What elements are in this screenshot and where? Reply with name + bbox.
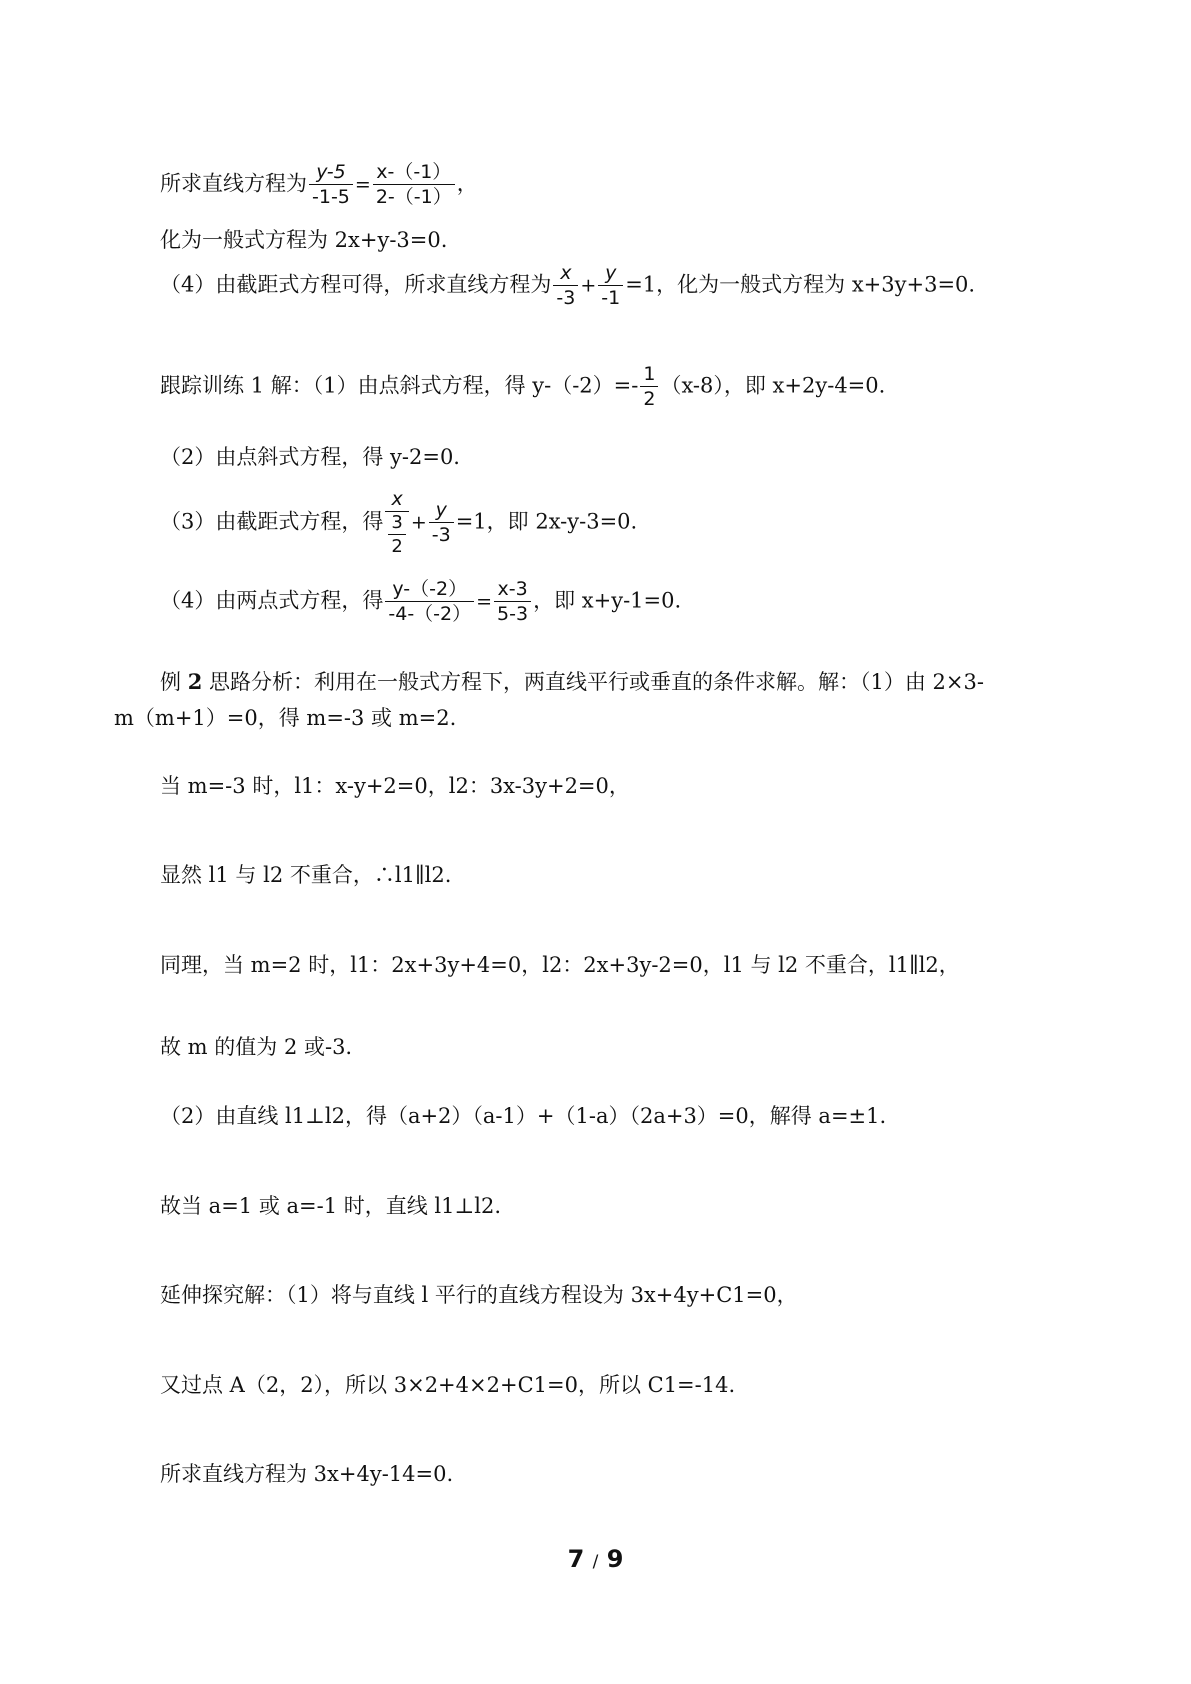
numerator: y — [598, 264, 623, 286]
solution-line — [114, 708, 456, 729]
solution-line — [160, 1196, 501, 1217]
page-number — [0, 1545, 1191, 1573]
denominator — [385, 512, 408, 556]
text-run: 又过点 A（2，2），所以 3×2+4×2+C1=0，所以 C1=-14. — [160, 1373, 736, 1397]
text-run: 所求直线方程为 3x+4y-14=0. — [160, 1462, 454, 1486]
fraction — [598, 264, 623, 308]
solution-line — [160, 1464, 453, 1485]
numerator: x — [385, 490, 408, 512]
denominator: -1 — [601, 287, 621, 309]
text-run: 例 — [160, 670, 188, 694]
solution-line — [160, 1037, 352, 1058]
example-number: 2 — [187, 669, 203, 694]
plus-sign: + — [410, 511, 427, 534]
current-page: 7 — [567, 1545, 585, 1573]
solution-line — [160, 1106, 886, 1127]
page-separator: / — [592, 1552, 599, 1572]
nested-fraction — [385, 490, 408, 556]
text-run: （x-8），即 x+2y-4=0. — [660, 373, 886, 398]
denominator: 2-（-1） — [375, 186, 452, 208]
fraction — [385, 580, 474, 624]
numerator: x-3 — [494, 580, 531, 602]
text-run: 思路分析：利用在一般式方程下，两直线平行或垂直的条件求解。解：（1）由 2×3- — [202, 670, 984, 694]
text-run: 当 m=-3 时，l1：x-y+2=0，l2：3x-3y+2=0， — [160, 774, 630, 798]
plus-sign: + — [580, 274, 597, 297]
solution-line — [160, 671, 984, 693]
numerator: y — [429, 501, 454, 523]
solution-line — [160, 490, 637, 556]
total-pages: 9 — [606, 1545, 624, 1573]
text-run: 化为一般式方程为 2x+y-3=0. — [160, 228, 448, 252]
numerator: y-5 — [309, 163, 353, 185]
denominator: -3 — [431, 524, 451, 546]
fraction — [553, 264, 578, 308]
denominator: 2 — [391, 536, 403, 557]
text-run: （2）由直线 l1⊥l2，得（a+2）（a-1）+（1-a）（2a+3）=0，解得 a=±1. — [160, 1104, 887, 1128]
denominator: -3 — [556, 287, 576, 309]
equals-sign: = — [354, 173, 371, 196]
text-run: 延伸探究解：（1）将与直线 l 平行的直线方程设为 3x+4y+C1=0， — [160, 1283, 798, 1307]
solution-line — [160, 955, 960, 976]
solution-line — [160, 264, 975, 308]
denominator: -4-（-2） — [388, 603, 472, 625]
text-run: （2）由点斜式方程，得 y-2=0. — [160, 445, 460, 469]
fraction — [429, 501, 454, 545]
text-run: 同理，当 m=2 时，l1：2x+3y+4=0，l2：2x+3y-2=0，l1 与 l2 不重合，l1∥l2， — [160, 953, 960, 977]
text-run: （4）由两点式方程，得 — [160, 588, 384, 613]
text-run: （3）由截距式方程，得 — [160, 509, 384, 534]
solution-line — [160, 865, 451, 886]
numerator: y-（-2） — [385, 580, 474, 602]
solution-line — [160, 447, 460, 468]
fraction — [494, 580, 531, 624]
solution-line — [160, 1375, 735, 1396]
text-run: =1，即 2x-y-3=0. — [455, 509, 638, 534]
solution-line — [160, 776, 630, 797]
numerator: 3 — [388, 514, 405, 535]
denominator: 2 — [643, 388, 656, 410]
text-run: 故当 a=1 或 a=-1 时，直线 l1⊥l2. — [160, 1194, 502, 1218]
text-run: ，即 x+y-1=0. — [533, 588, 682, 613]
text-run: ， — [456, 171, 478, 196]
fraction — [373, 163, 455, 207]
text-run: 所求直线方程为 — [160, 171, 307, 196]
text-run: 跟踪训练 1 解：（1）由点斜式方程，得 y-（-2）=- — [160, 373, 639, 398]
fraction — [640, 365, 658, 409]
solution-line — [160, 230, 447, 251]
solution-line — [160, 163, 478, 207]
solution-line — [160, 1285, 798, 1306]
inner-fraction — [388, 514, 405, 556]
text-run: 故 m 的值为 2 或-3. — [160, 1035, 353, 1059]
solution-line — [160, 580, 681, 624]
text-run: （4）由截距式方程可得，所求直线方程为 — [160, 272, 552, 297]
text-run: =1，化为一般式方程为 x+3y+3=0. — [625, 272, 976, 297]
equals-sign: = — [476, 590, 493, 613]
text-run: m（m+1）=0，得 m=-3 或 m=2. — [114, 706, 457, 730]
numerator: x — [553, 264, 578, 286]
denominator: 5-3 — [497, 603, 529, 625]
solution-line — [160, 365, 885, 409]
fraction — [309, 163, 353, 207]
numerator: x-（-1） — [373, 163, 455, 185]
numerator: 1 — [640, 365, 658, 387]
denominator: -1-5 — [312, 186, 350, 208]
text-run: 显然 l1 与 l2 不重合，∴l1∥l2. — [160, 863, 452, 887]
